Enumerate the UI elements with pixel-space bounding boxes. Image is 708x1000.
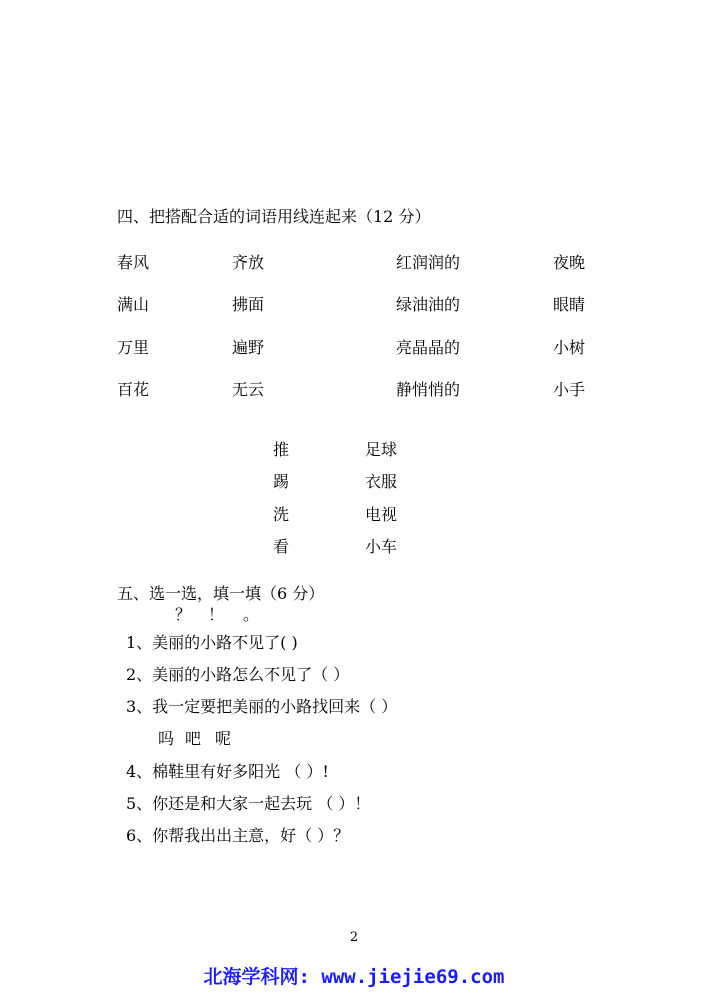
col1-word: 满山 — [117, 295, 150, 314]
section5-title: 五、选一选，填一填（6 分） — [117, 584, 325, 603]
punct-option: ！ — [208, 605, 225, 624]
verb-word: 看 — [273, 537, 290, 556]
col3-word: 亮晶晶的 — [396, 338, 461, 357]
col2-word: 齐放 — [232, 253, 265, 272]
site-watermark: 北海学科网: www.jiejie69.com — [203, 966, 505, 988]
col4-word: 夜晚 — [553, 253, 586, 272]
fill-item: 5、你还是和大家一起去玩 （ ）！ — [126, 794, 371, 813]
fill-item: 3、我一定要把美丽的小路找回来（ ） — [126, 697, 398, 716]
noun-word: 电视 — [365, 505, 398, 524]
noun-word: 足球 — [365, 440, 398, 459]
fill-item: 1、美丽的小路不见了( ) — [126, 633, 298, 652]
noun-word: 衣服 — [365, 472, 398, 491]
col2-word: 拂面 — [232, 295, 265, 314]
verb-word: 洗 — [273, 505, 290, 524]
verb-word: 踢 — [273, 472, 290, 491]
fill-item: 2、美丽的小路怎么不见了（ ） — [126, 665, 350, 684]
fill-item: 4、棉鞋里有好多阳光 （ ）! — [126, 762, 329, 781]
col4-word: 小树 — [553, 338, 586, 357]
col2-word: 无云 — [232, 380, 265, 399]
verb-word: 推 — [273, 440, 290, 459]
fill-item: 6、你帮我出出主意，好（ ）？ — [126, 826, 350, 845]
col1-word: 春风 — [117, 253, 150, 272]
col1-word: 万里 — [117, 338, 150, 357]
col3-word: 红润润的 — [396, 253, 461, 272]
word-option: 吧 — [185, 729, 202, 748]
col1-word: 百花 — [117, 380, 150, 399]
word-option: 呢 — [215, 729, 232, 748]
col4-word: 眼睛 — [553, 295, 586, 314]
section4-title: 四、把搭配合适的词语用线连起来（12 分） — [117, 207, 431, 226]
punct-option: 。 — [243, 605, 260, 624]
col4-word: 小手 — [553, 380, 586, 399]
col2-word: 遍野 — [232, 338, 265, 357]
page-number: 2 — [349, 930, 359, 945]
col3-word: 绿油油的 — [396, 295, 461, 314]
col3-word: 静悄悄的 — [396, 380, 461, 399]
punct-option: ？ — [175, 605, 192, 624]
noun-word: 小车 — [365, 537, 398, 556]
word-option: 吗 — [158, 729, 175, 748]
